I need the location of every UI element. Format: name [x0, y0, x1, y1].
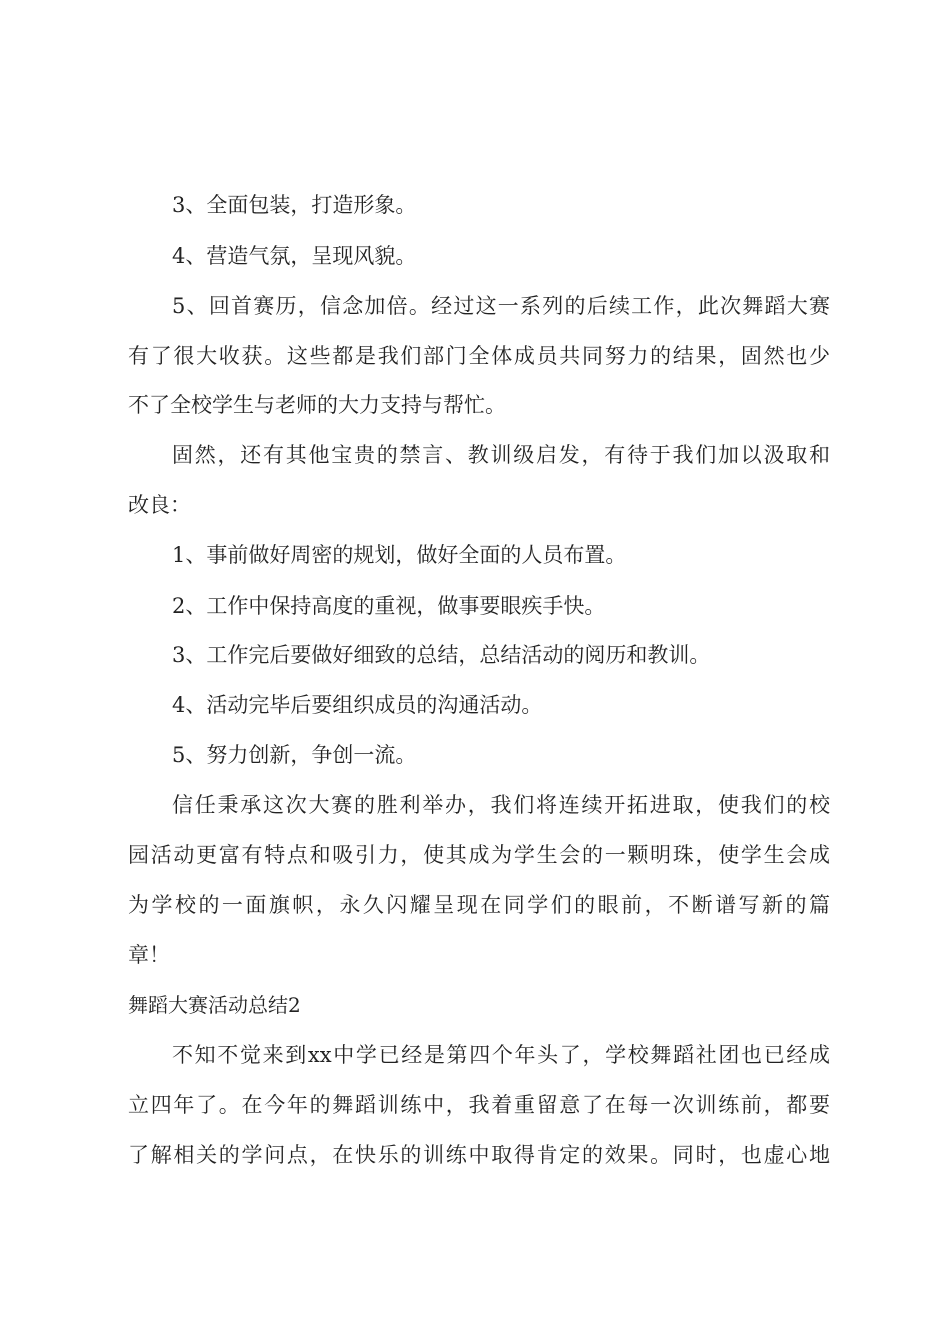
list-item: 2、工作中保持高度的重视，做事要眼疾手快。 — [172, 594, 606, 618]
paragraph-line: 有了很大收获。这些都是我们部门全体成员共同努力的结果，固然也少 — [128, 344, 830, 368]
section-heading: 舞蹈大赛活动总结2 — [128, 993, 301, 1017]
paragraph-line: 章！ — [128, 943, 170, 967]
paragraph-line: 园活动更富有特点和吸引力，使其成为学生会的一颗明珠，使学生会成 — [128, 843, 830, 867]
list-item: 5、努力创新，争创一流。 — [172, 743, 417, 767]
list-item: 4、营造气氛，呈现风貌。 — [172, 244, 417, 268]
list-item: 1、事前做好周密的规划，做好全面的人员布置。 — [172, 543, 627, 567]
list-item: 4、活动完毕后要组织成员的沟通活动。 — [172, 693, 543, 717]
list-item: 3、工作完后要做好细致的总结，总结活动的阅历和教训。 — [172, 643, 711, 667]
paragraph-line: 不了全校学生与老师的大力支持与帮忙。 — [128, 393, 506, 417]
paragraph-line: 改良： — [128, 493, 191, 517]
paragraph-line: 信任秉承这次大赛的胜利举办，我们将连续开拓进取，使我们的校 — [172, 793, 830, 817]
paragraph-line: 不知不觉来到xx中学已经是第四个年头了，学校舞蹈社团也已经成 — [172, 1043, 830, 1067]
paragraph-line: 了解相关的学问点，在快乐的训练中取得肯定的效果。同时，也虚心地 — [128, 1143, 830, 1167]
paragraph-line: 为学校的一面旗帜，永久闪耀呈现在同学们的眼前，不断谱写新的篇 — [128, 893, 830, 917]
paragraph-line: 固然，还有其他宝贵的禁言、教训级启发，有待于我们加以汲取和 — [172, 443, 830, 467]
paragraph-line: 5、回首赛历，信念加倍。经过这一系列的后续工作，此次舞蹈大赛 — [172, 294, 830, 318]
paragraph-line: 立四年了。在今年的舞蹈训练中，我着重留意了在每一次训练前，都要 — [128, 1093, 830, 1117]
list-item: 3、全面包装，打造形象。 — [172, 193, 417, 217]
